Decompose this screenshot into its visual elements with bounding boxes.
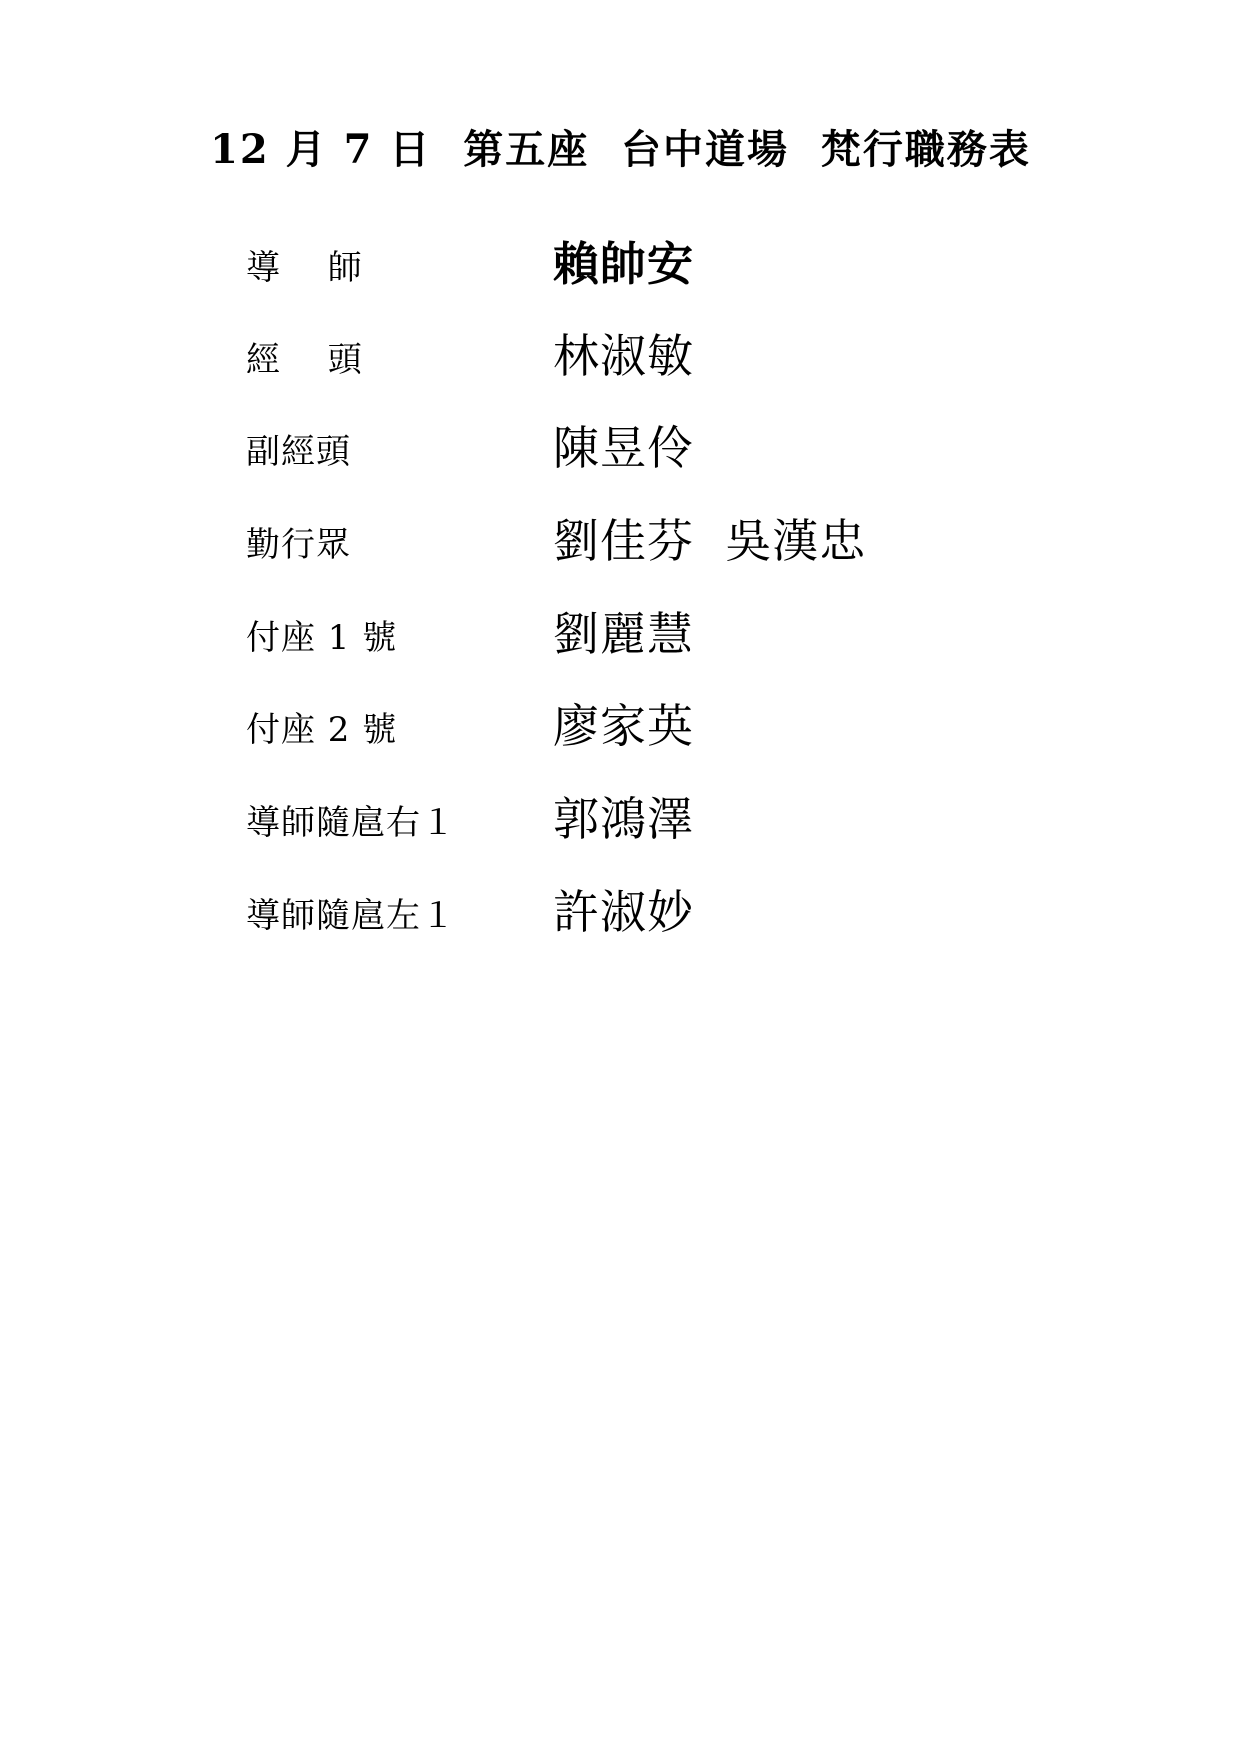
role-label: 導 師 [246, 248, 363, 288]
page-title: 12 月 7 日 第五座 台中道場 梵行職務表 [210, 126, 1031, 173]
assignee-name: 廖家英 [553, 699, 694, 753]
roster-row [0, 783, 1241, 876]
assignee-name: 賴帥安 [553, 237, 694, 291]
assignee-name: 陳昱伶 [553, 421, 694, 475]
roster-row [0, 228, 1241, 321]
roster-row [0, 412, 1241, 505]
roster-row [0, 598, 1241, 691]
assignee-name: 許淑妙 [553, 885, 694, 939]
assignee-name: 劉佳芬 吳漢忠 [553, 514, 867, 568]
assignee-name: 郭鴻澤 [553, 792, 694, 846]
roster-row [0, 320, 1241, 413]
roster-row [0, 876, 1241, 969]
assignee-name: 林淑敏 [553, 329, 694, 383]
role-label: 經 頭 [246, 340, 363, 380]
role-label: 副經頭 [246, 432, 351, 472]
role-label: 付座 2 號 [246, 710, 398, 750]
roster-row [0, 690, 1241, 783]
role-label: 導師隨扈左１ [246, 896, 456, 936]
roster-row [0, 505, 1241, 598]
role-label: 付座 1 號 [246, 618, 398, 658]
assignee-name: 劉麗慧 [553, 607, 694, 661]
role-label: 導師隨扈右１ [246, 803, 456, 843]
role-label: 勤行眾 [246, 525, 351, 565]
